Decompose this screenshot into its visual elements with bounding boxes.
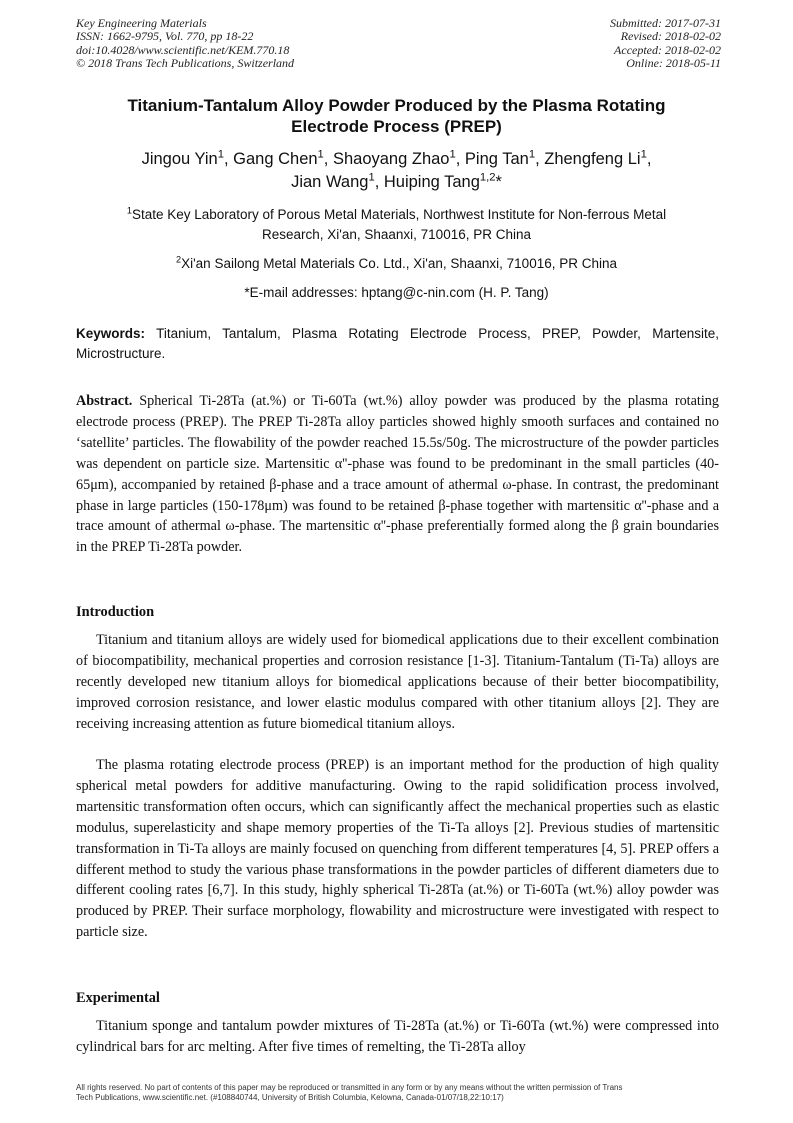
keywords [76, 324, 719, 364]
author-line-1 [60, 148, 733, 171]
footer-line-2: Tech Publications, www.scientific.net. (#108840744, University of British Columbia, Kelowna, Canada-01/07/18,22:10:17) [76, 1092, 504, 1102]
experimental-heading: Experimental [76, 990, 160, 1006]
abstract-label: Abstract. [76, 393, 133, 409]
introduction-paragraph-1: Titanium and titanium alloys are widely used for biomedical applications due to their excellent combination of biocompatibility, mechanical properties and corrosion resistance [1-3]. Titanium-Tantalum (Ti-Ta) alloys are recently developed new titanium alloys for biomedical applications because of their better biocompatibility, improved corrosion resistance, and lower elastic modulus compared with other titanium alloys [2]. They are receiving increasing attention as future biomedical titanium alloys. [76, 632, 719, 732]
author-name: Jingou Yin [141, 150, 218, 168]
experimental-paragraph-1: Titanium sponge and tantalum powder mixtures of Ti-28Ta (at.%) or Ti-60Ta (wt.%) were compressed into cylindrical bars for arc melting. After five times of remelting, the Ti-28Ta alloy [76, 1018, 719, 1055]
affiliation-marker: 1,2 [479, 171, 496, 184]
affiliation-marker: 2 [175, 254, 182, 265]
publication-dates [610, 17, 721, 71]
author-list [60, 148, 733, 194]
email-addresses: *E-mail addresses: hptang@c-nin.com (H. P. Tang) [244, 285, 549, 300]
author-name: , Gang Chen [223, 150, 318, 168]
author-separator: , [646, 150, 652, 168]
author-name: , Zhengfeng Li [535, 150, 641, 168]
footer-line-1: All rights reserved. No part of contents of this paper may be reproduced or transmitted in any form or by any means without the written permission of Trans [76, 1083, 623, 1092]
abstract [76, 391, 719, 558]
date-accepted: Accepted: 2018-02-02 [614, 42, 721, 57]
affiliation-1-line-1: State Key Laboratory of Porous Metal Materials, Northwest Institute for Non-ferrous Metal [131, 207, 667, 222]
title-line-1: Titanium-Tantalum Alloy Powder Produced by the Plasma Rotating [127, 96, 666, 115]
author-name: , Shaoyang Zhao [323, 150, 450, 168]
journal-name: Key Engineering Materials [76, 16, 207, 30]
journal-info [76, 17, 294, 71]
author-name: Jian Wang [291, 173, 369, 191]
paper-title [60, 95, 733, 137]
affiliation-marker: 1 [217, 148, 224, 161]
affiliation-marker: 1 [528, 148, 536, 161]
author-name: , Ping Tan [455, 150, 529, 168]
journal-doi: doi:10.4028/www.scientific.net/KEM.770.18 [76, 42, 290, 57]
affiliation-2-text: Xi'an Sailong Metal Materials Co. Ltd., Xi'an, Shaanxi, 710016, PR China [181, 256, 617, 271]
author-line-2 [60, 171, 733, 194]
affiliation-marker: 1 [126, 205, 132, 216]
keywords-label: Keywords: [76, 326, 146, 341]
affiliation-1-line-2: Research, Xi'an, Shaanxi, 710016, PR China [262, 227, 531, 242]
copyright-footer [76, 1083, 736, 1102]
affiliation-1 [60, 205, 733, 245]
corresponding-author-star: * [495, 173, 502, 191]
affiliation-marker: 1 [317, 148, 324, 161]
abstract-text: Spherical Ti-28Ta (at.%) or Ti-60Ta (wt.%) alloy powder was produced by the plasma rotating electrode process (PREP). The PREP Ti-28Ta alloy particles showed highly smooth surfaces and contained no ‘satellite’ particles. The flowability of the powder reached 15.5s/50g. The microstructure of the powder particles was dependent on particle size. Martensitic α''-phase was found to be predominant in the small particles (40-65μm), accompanied by retained β-phase and a trace amount of athermal ω-phase. In contrast, the predominant phase in large particles (150-178μm) was found to be retained β-phase together with martensitic α''-phase and a trace amount of athermal ω-phase. The martensitic α''-phase preferentially formed along the β grain boundaries in the PREP Ti-28Ta powder. [76, 393, 719, 556]
date-online: Online: 2018-05-11 [626, 56, 721, 71]
journal-issn: ISSN: 1662-9795, Vol. 770, pp 18-22 [76, 29, 254, 44]
author-name: , Huiping Tang [374, 173, 480, 191]
introduction-heading: Introduction [76, 604, 155, 620]
affiliation-marker: 1 [368, 171, 375, 184]
affiliation-marker: 1 [640, 148, 647, 161]
affiliation-marker: 1 [449, 148, 456, 161]
date-submitted: Submitted: 2017-07-31 [610, 16, 721, 30]
affiliation-2 [60, 254, 733, 274]
keywords-text: Titanium, Tantalum, Plasma Rotating Electrode Process, PREP, Powder, Martensite, Microstructure. [76, 326, 719, 361]
journal-copyright: © 2018 Trans Tech Publications, Switzerland [76, 56, 295, 71]
title-line-2: Electrode Process (PREP) [291, 117, 502, 136]
introduction-paragraph-2: The plasma rotating electrode process (PREP) is an important method for the production of high quality spherical metal powders for additive manufacturing. Owing to the rapid solidification process involved, martensitic transformation often occurs, which can significantly affect the mechanical properties such as elastic modulus, superelasticity and shape memory properties of the Ti-Ta alloys [2]. Previous studies of martensitic transformation in Ti-Ta alloys are mainly focused on quenching from different temperatures [4, 5]. PREP offers a different method to study the various phase transformations in the powder particles of different diameters due to different cooling rates [6,7]. In this study, highly spherical Ti-28Ta (at.%) or Ti-60Ta (wt.%) alloy powder was produced by PREP. Their surface morphology, flowability and microstructure were investigated with respect to particle size. [76, 757, 719, 941]
date-revised: Revised: 2018-02-02 [620, 29, 721, 44]
